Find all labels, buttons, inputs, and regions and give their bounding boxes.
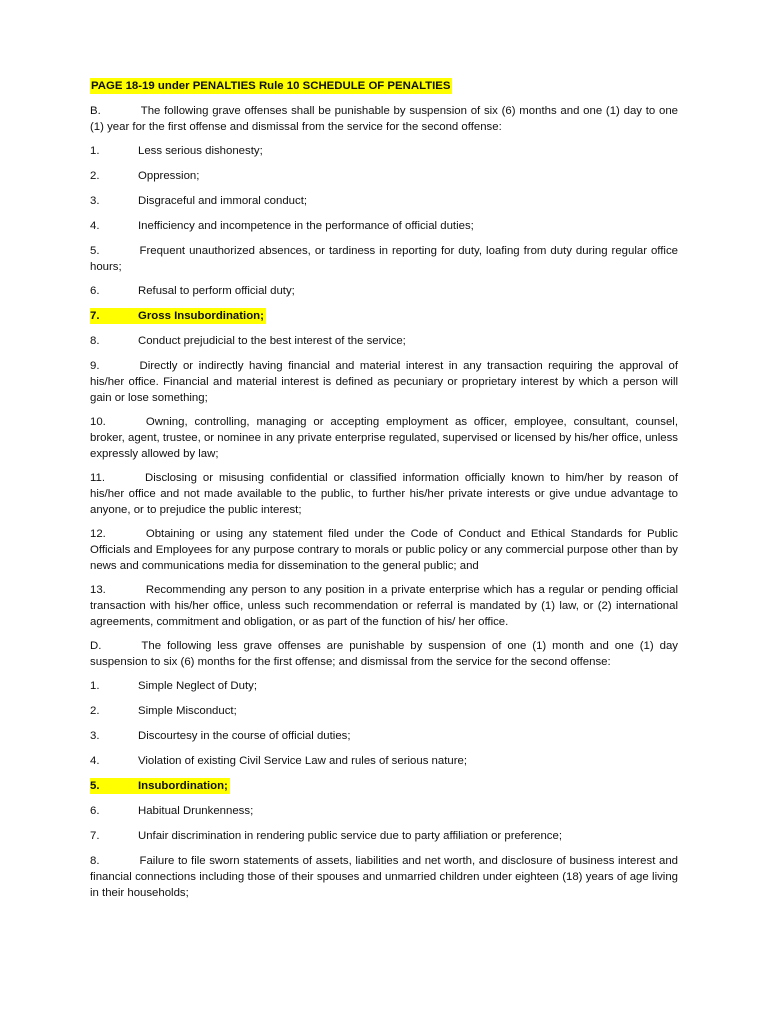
item-text: Violation of existing Civil Service Law and rules of serious nature; <box>138 755 468 767</box>
item-number: 8. <box>90 855 100 867</box>
item-text: Unfair discrimination in rendering public service due to party affiliation or preference; <box>138 830 562 842</box>
list-item <box>90 243 678 275</box>
item-number: 6. <box>90 285 100 297</box>
list-item-highlighted <box>90 778 678 794</box>
item-text: Frequent unauthorized absences, or tardiness in reporting for duty, loafing from duty during regular office hours; <box>90 245 678 273</box>
item-number: 12. <box>90 528 106 540</box>
item-text: Simple Misconduct; <box>138 705 237 717</box>
item-number: 4. <box>90 220 100 232</box>
item-text: Insubordination; <box>138 780 228 792</box>
section-d-intro <box>90 638 678 670</box>
item-number: 9. <box>90 360 100 372</box>
item-text: Conduct prejudicial to the best interest of the service; <box>138 335 406 347</box>
item-number: 4. <box>90 755 100 767</box>
section-b-label: B. <box>90 105 101 117</box>
list-item <box>90 526 678 574</box>
item-text: Disclosing or misusing confidential or classified information officially known to him/her by reason of his/her office and not made available to the public, to further his/her private interests or give undue advantage to anyone, or to prejudice the public interest; <box>90 472 678 516</box>
item-text: Recommending any person to any position in a private enterprise which has a regular or pending official transaction with his/her office, unless such recommendation or referral is mandated by (1) law, or (2) international agreements, commitment and obligation, or as part of the function of his/ her office. <box>90 584 678 628</box>
item-number: 3. <box>90 730 100 742</box>
item-number: 7. <box>90 310 100 322</box>
item-number: 13. <box>90 584 106 596</box>
item-number: 5. <box>90 245 100 257</box>
list-item <box>90 143 678 159</box>
list-item <box>90 803 678 819</box>
highlight <box>90 778 230 794</box>
list-item <box>90 703 678 719</box>
list-item <box>90 853 678 901</box>
item-number: 2. <box>90 705 100 717</box>
document-body <box>90 78 678 909</box>
list-item <box>90 470 678 518</box>
item-text: Less serious dishonesty; <box>138 145 263 157</box>
highlight <box>90 308 266 324</box>
section-b-intro <box>90 103 678 135</box>
item-text: Discourtesy in the course of official duties; <box>138 730 351 742</box>
item-text: Owning, controlling, managing or accepting employment as officer, employee, consultant, counsel, broker, agent, trustee, or nominee in any private enterprise regulated, supervised or licensed by his/her office, unless expressly allowed by law; <box>90 416 679 460</box>
list-item <box>90 218 678 234</box>
item-number: 8. <box>90 335 100 347</box>
list-item <box>90 828 678 844</box>
list-item <box>90 582 678 630</box>
item-number: 10. <box>90 416 106 428</box>
item-text: Gross Insubordination; <box>138 310 264 322</box>
list-item <box>90 333 678 349</box>
item-text: Disgraceful and immoral conduct; <box>138 195 308 207</box>
list-item <box>90 358 678 406</box>
item-number: 6. <box>90 805 100 817</box>
item-text: Oppression; <box>138 170 200 182</box>
list-item-highlighted <box>90 308 678 324</box>
item-number: 2. <box>90 170 100 182</box>
list-item <box>90 728 678 744</box>
section-b-text: The following grave offenses shall be punishable by suspension of six (6) months and one (1) day to one (1) year for the first offense and dismissal from the service for the second offense: <box>90 105 678 133</box>
item-text: Habitual Drunkenness; <box>138 805 254 817</box>
item-text: Directly or indirectly having financial and material interest in any transaction requiring the approval of his/her office. Financial and material interest is defined as pecuniary or proprietary interest by which a person will gain or lose something; <box>90 360 678 404</box>
item-text: Obtaining or using any statement filed under the Code of Conduct and Ethical Standards for Public Officials and Employees for any purpose contrary to morals or public policy or any commercial purpose other than by news and communications media for dissemination to the general public; and <box>90 528 678 572</box>
section-d-text: The following less grave offenses are punishable by suspension of one (1) month and one (1) day suspension to six (6) months for the first offense; and dismissal from the service for the second offense: <box>90 640 678 668</box>
list-item <box>90 168 678 184</box>
list-item <box>90 414 678 462</box>
item-number: 1. <box>90 145 100 157</box>
item-text: Failure to file sworn statements of assets, liabilities and net worth, and disclosure of business interest and financial connections including those of their spouses and unmarried children under eighteen (18) years of age living in their households; <box>90 855 678 899</box>
item-text: Refusal to perform official duty; <box>138 285 295 297</box>
item-number: 11. <box>90 472 105 484</box>
list-item <box>90 678 678 694</box>
item-number: 3. <box>90 195 100 207</box>
item-number: 5. <box>90 780 100 792</box>
list-item <box>90 283 678 299</box>
page-heading: PAGE 18-19 under PENALTIES Rule 10 SCHEDULE OF PENALTIES <box>91 80 451 92</box>
list-item <box>90 753 678 769</box>
item-number: 7. <box>90 830 100 842</box>
list-item <box>90 193 678 209</box>
item-text: Inefficiency and incompetence in the performance of official duties; <box>138 220 474 232</box>
section-d-label: D. <box>90 640 102 652</box>
item-text: Simple Neglect of Duty; <box>138 680 258 692</box>
item-number: 1. <box>90 680 100 692</box>
